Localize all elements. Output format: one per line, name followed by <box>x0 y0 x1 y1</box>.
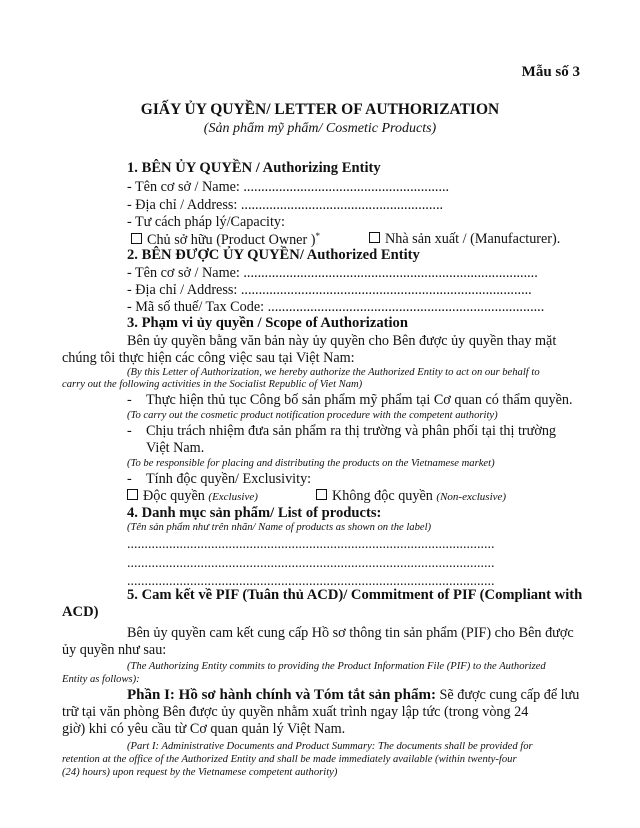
manufacturer-option-label: Nhà sản xuất / (Manufacturer). <box>385 231 561 247</box>
section-4-heading: 4. Danh mục sản phẩm/ List of products: <box>127 505 382 521</box>
section-3-heading: 3. Phạm vi ủy quyền / Scope of Authorization <box>127 315 408 331</box>
item-2-text-line-1: Chịu trách nhiệm đưa sản phẩm ra thị trường và phân phối tại thị trường <box>146 423 557 439</box>
scope-paragraph-english-line-1: (By this Letter of Authorization, we hereby authorize the Authorized Entity to act on our behalf to <box>127 367 540 378</box>
item-1-english: (To carry out the cosmetic product notification procedure with the competent authority) <box>127 410 498 421</box>
checkbox-icon[interactable] <box>131 233 142 244</box>
manufacturer-checkbox-option[interactable] <box>369 231 560 248</box>
owner-option-label: Chủ sở hữu (Product Owner ) <box>147 232 316 248</box>
exclusivity-label: Tính độc quyền/ Exclusivity: <box>146 471 312 487</box>
exclusive-option-label: Độc quyền <box>143 488 205 504</box>
products-note: (Tên sản phẩm như trên nhãn/ Name of products as shown on the label) <box>127 522 432 533</box>
part-1-text-start: Sẽ được cung cấp để lưu <box>435 687 580 703</box>
checkbox-icon[interactable] <box>127 489 138 500</box>
product-line-2: ......................................................................................................... <box>127 556 495 571</box>
section-5-heading-line-2: ACD) <box>62 604 99 620</box>
non-exclusive-option-label: Không độc quyền <box>332 488 433 504</box>
part-1-line-3: giờ) khi có yêu cầu từ Cơ quan quản lý Việt Nam. <box>62 721 346 737</box>
item-1-dash: - <box>127 392 132 408</box>
section-5-heading-line-1: 5. Cam kết về PIF (Tuân thủ ACD)/ Commitment of PIF (Compliant with <box>127 587 583 603</box>
part-1-english-line-1: (Part I: Administrative Documents and Product Summary: The documents shall be provided for <box>127 741 533 752</box>
item-2-english: (To be responsible for placing and distributing the products on the Vietnamese market) <box>127 458 495 469</box>
owner-footnote-mark: * <box>315 231 320 241</box>
exclusive-option-english: (Exclusive) <box>208 491 258 503</box>
non-exclusive-checkbox-option[interactable] <box>316 488 506 505</box>
authorizing-name-field: - Tên cơ sở / Name: .......................................................... <box>127 179 450 195</box>
non-exclusive-option-english: (Non-exclusive) <box>436 491 507 503</box>
exclusive-checkbox-option[interactable] <box>127 488 258 505</box>
part-1-line-1 <box>127 687 579 704</box>
commitment-paragraph-line-2: ủy quyền như sau: <box>62 642 167 658</box>
checkbox-icon[interactable] <box>316 489 327 500</box>
commitment-english-line-2: Entity as follows): <box>62 674 140 685</box>
authorizing-address-field: - Địa chỉ / Address: ......................................................... <box>127 197 444 213</box>
commitment-english-line-1: (The Authorizing Entity commits to providing the Product Information File (PIF) to the Authorized <box>127 661 546 672</box>
commitment-paragraph-line-1: Bên ủy quyền cam kết cung cấp Hồ sơ thông tin sản phẩm (PIF) cho Bên được <box>127 625 574 641</box>
item-2-text-line-2: Việt Nam. <box>146 440 205 456</box>
item-1-text: Thực hiện thủ tục Công bố sản phẩm mỹ phẩm tại Cơ quan có thẩm quyền. <box>146 392 573 408</box>
part-1-line-2: trữ tại văn phòng Bên được ủy quyền nhằm xuất trình ngay lập tức (trong vòng 24 <box>62 704 529 720</box>
scope-paragraph-line-1: Bên ủy quyền bằng văn bản này ủy quyền cho Bên được ủy quyền thay mặt <box>127 333 557 349</box>
form-number: Mẫu số 3 <box>521 64 580 80</box>
part-1-heading: Phần I: Hồ sơ hành chính và Tóm tắt sản phẩm: <box>127 687 436 703</box>
product-line-3: ......................................................................................................... <box>127 574 495 589</box>
checkbox-icon[interactable] <box>369 232 380 243</box>
document-subtitle: (Sản phẩm mỹ phẩm/ Cosmetic Products) <box>203 121 437 136</box>
part-1-english-line-3: (24) hours) upon request by the Vietnamese competent authority) <box>62 767 338 778</box>
tax-code-field: - Mã số thuế/ Tax Code: .............................................................................. <box>127 299 545 315</box>
part-1-english-line-2: retention at the office of the Authorized Entity and shall be made immediately available (within twenty-four <box>62 754 517 765</box>
authorized-address-field: - Địa chỉ / Address: .................................................................................. <box>127 282 532 298</box>
authorized-name-field: - Tên cơ sở / Name: ................................................................................... <box>127 265 538 281</box>
product-line-1: ......................................................................................................... <box>127 537 495 552</box>
item-3-dash: - <box>127 471 132 487</box>
section-2-heading: 2. BÊN ĐƯỢC ỦY QUYỀN/ Authorized Entity <box>127 247 420 263</box>
section-1-heading: 1. BÊN ỦY QUYỀN / Authorizing Entity <box>127 160 381 176</box>
scope-paragraph-english-line-2: carry out the following activities in the Socialist Republic of Viet Nam) <box>62 379 363 390</box>
item-2-dash: - <box>127 423 132 439</box>
capacity-label: - Tư cách pháp lý/Capacity: <box>127 214 285 230</box>
scope-paragraph-line-2: chúng tôi thực hiện các công việc sau tại Việt Nam: <box>62 350 355 366</box>
document-title: GIẤY ỦY QUYỀN/ LETTER OF AUTHORIZATION <box>140 101 500 118</box>
